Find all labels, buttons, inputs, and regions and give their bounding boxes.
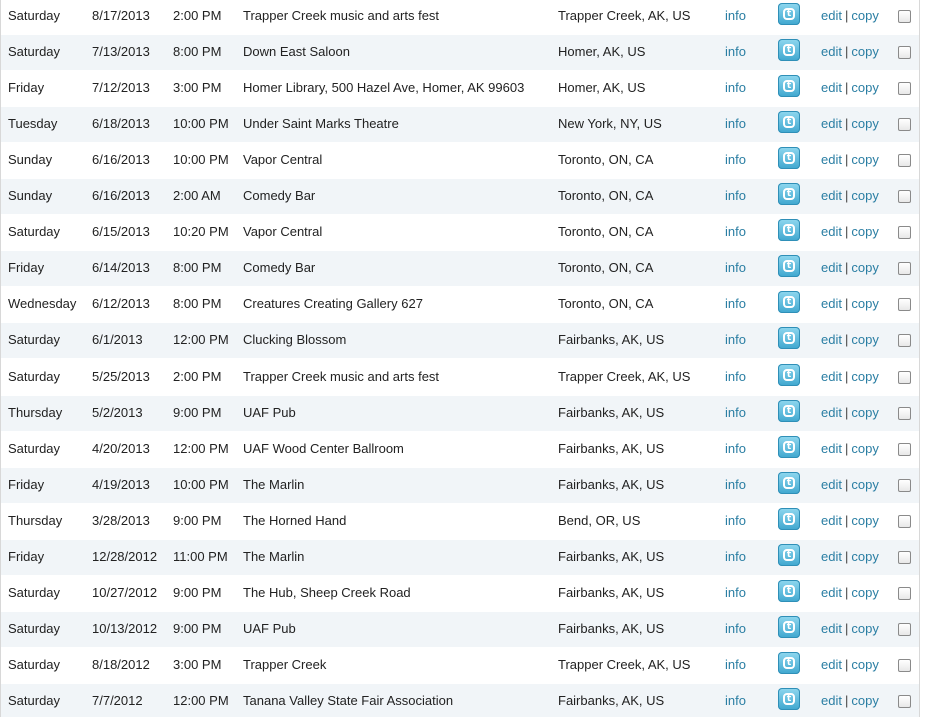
location-cell: Fairbanks, AK, US: [558, 585, 665, 600]
table-row: [1, 323, 919, 359]
venue-cell: The Hub, Sheep Creek Road: [243, 585, 411, 600]
twitter-icon: t: [778, 3, 800, 25]
tweet-button[interactable]: [778, 75, 800, 97]
edit-link[interactable]: edit: [821, 477, 842, 492]
table-row: [1, 360, 919, 396]
location-cell: Bend, OR, US: [558, 513, 641, 528]
tweet-button[interactable]: [778, 3, 800, 25]
edit-link[interactable]: edit: [821, 441, 842, 456]
venue-cell: The Marlin: [243, 549, 305, 564]
row-checkbox[interactable]: [898, 82, 911, 95]
twitter-icon: t: [778, 400, 800, 422]
twitter-icon: t: [778, 652, 800, 674]
tweet-button[interactable]: [778, 544, 800, 566]
time-cell: 8:00 PM: [173, 296, 222, 311]
date-cell: 10/27/2012: [92, 585, 158, 600]
edit-link[interactable]: edit: [821, 80, 842, 95]
time-cell: 11:00 PM: [173, 549, 228, 564]
row-actions: [821, 35, 879, 69]
copy-link[interactable]: copy: [851, 621, 879, 636]
date-cell: 7/7/2012: [92, 693, 143, 708]
date-cell: 4/19/2013: [92, 477, 150, 492]
edit-link[interactable]: edit: [821, 513, 842, 528]
day-cell: Saturday: [8, 44, 61, 59]
edit-link[interactable]: edit: [821, 44, 842, 59]
date-cell: 5/2/2013: [92, 405, 143, 420]
twitter-icon: t: [778, 147, 800, 169]
day-cell: Friday: [8, 260, 45, 275]
info-link[interactable]: info: [725, 585, 746, 600]
separator: |: [844, 224, 849, 239]
tweet-button[interactable]: [778, 580, 800, 602]
copy-link[interactable]: copy: [851, 441, 879, 456]
time-cell: 8:00 PM: [173, 44, 222, 59]
edit-link[interactable]: edit: [821, 405, 842, 420]
row-checkbox[interactable]: [898, 10, 911, 23]
date-cell: 10/13/2012: [92, 621, 158, 636]
separator: |: [844, 296, 849, 311]
venue-cell: Trapper Creek music and arts fest: [243, 8, 440, 23]
copy-link[interactable]: copy: [851, 152, 879, 167]
edit-link[interactable]: edit: [821, 621, 842, 636]
location-cell: Fairbanks, AK, US: [558, 621, 665, 636]
time-cell: 12:00 PM: [173, 693, 229, 708]
row-actions: [821, 251, 879, 285]
tweet-button[interactable]: [778, 255, 800, 277]
venue-cell: Down East Saloon: [243, 44, 350, 59]
row-checkbox[interactable]: [898, 695, 911, 708]
date-cell: 6/16/2013: [92, 152, 150, 167]
info-link[interactable]: info: [725, 188, 746, 203]
twitter-icon: t: [778, 616, 800, 638]
twitter-icon: t: [778, 39, 800, 61]
location-cell: Trapper Creek, AK, US: [558, 657, 691, 672]
copy-link[interactable]: copy: [851, 513, 879, 528]
separator: |: [844, 80, 849, 95]
tweet-button[interactable]: [778, 364, 800, 386]
row-actions: [821, 107, 879, 141]
info-link[interactable]: info: [725, 369, 746, 384]
time-cell: 2:00 PM: [173, 8, 222, 23]
day-cell: Sunday: [8, 152, 53, 167]
row-checkbox[interactable]: [898, 154, 911, 167]
row-checkbox[interactable]: [898, 659, 911, 672]
row-checkbox[interactable]: [898, 118, 911, 131]
tweet-button[interactable]: [778, 39, 800, 61]
location-cell: Trapper Creek, AK, US: [558, 369, 691, 384]
tweet-button[interactable]: [778, 616, 800, 638]
venue-cell: Vapor Central: [243, 224, 323, 239]
day-cell: Saturday: [8, 657, 61, 672]
twitter-icon: t: [778, 291, 800, 313]
venue-cell: UAF Pub: [243, 405, 296, 420]
date-cell: 8/17/2013: [92, 8, 150, 23]
info-link[interactable]: info: [725, 513, 746, 528]
table-row: [1, 504, 919, 540]
separator: |: [844, 188, 849, 203]
info-link[interactable]: info: [725, 224, 746, 239]
info-link[interactable]: info: [725, 693, 746, 708]
separator: |: [844, 116, 849, 131]
info-link[interactable]: info: [725, 549, 746, 564]
day-cell: Saturday: [8, 332, 61, 347]
venue-cell: The Marlin: [243, 477, 305, 492]
edit-link[interactable]: edit: [821, 152, 842, 167]
edit-link[interactable]: edit: [821, 585, 842, 600]
table-row: [1, 287, 919, 323]
table-row: [1, 396, 919, 432]
time-cell: 8:00 PM: [173, 260, 222, 275]
edit-link[interactable]: edit: [821, 188, 842, 203]
venue-cell: UAF Pub: [243, 621, 296, 636]
tweet-button[interactable]: [778, 111, 800, 133]
time-cell: 2:00 AM: [173, 188, 221, 203]
separator: |: [844, 693, 849, 708]
row-actions: [821, 504, 879, 538]
tweet-button[interactable]: [778, 436, 800, 458]
row-actions: [821, 215, 879, 249]
venue-cell: Tanana Valley State Fair Association: [243, 693, 454, 708]
copy-link[interactable]: copy: [851, 224, 879, 239]
copy-link[interactable]: copy: [851, 80, 879, 95]
time-cell: 9:00 PM: [173, 405, 222, 420]
twitter-icon: t: [778, 508, 800, 530]
copy-link[interactable]: copy: [851, 405, 879, 420]
day-cell: Thursday: [8, 405, 63, 420]
twitter-icon: t: [778, 255, 800, 277]
tweet-button[interactable]: [778, 291, 800, 313]
day-cell: Friday: [8, 549, 45, 564]
copy-link[interactable]: copy: [851, 369, 879, 384]
separator: |: [844, 549, 849, 564]
day-cell: Sunday: [8, 188, 53, 203]
edit-link[interactable]: edit: [821, 369, 842, 384]
copy-link[interactable]: copy: [851, 549, 879, 564]
table-row: [1, 576, 919, 612]
date-cell: 6/15/2013: [92, 224, 150, 239]
info-link[interactable]: info: [725, 80, 746, 95]
row-actions: [821, 143, 879, 177]
separator: |: [844, 513, 849, 528]
copy-link[interactable]: copy: [851, 116, 879, 131]
time-cell: 10:00 PM: [173, 116, 229, 131]
venue-cell: Creatures Creating Gallery 627: [243, 296, 423, 311]
date-cell: 6/18/2013: [92, 116, 150, 131]
date-cell: 7/12/2013: [92, 80, 150, 95]
copy-link[interactable]: copy: [851, 585, 879, 600]
tweet-button[interactable]: [778, 327, 800, 349]
copy-link[interactable]: copy: [851, 188, 879, 203]
date-cell: 3/28/2013: [92, 513, 150, 528]
day-cell: Saturday: [8, 369, 61, 384]
venue-cell: Under Saint Marks Theatre: [243, 116, 399, 131]
copy-link[interactable]: copy: [851, 477, 879, 492]
twitter-icon: t: [778, 219, 800, 241]
date-cell: 8/18/2012: [92, 657, 150, 672]
table-row: [1, 0, 919, 35]
tweet-button[interactable]: [778, 147, 800, 169]
tweet-button[interactable]: [778, 400, 800, 422]
location-cell: Fairbanks, AK, US: [558, 405, 665, 420]
date-cell: 6/16/2013: [92, 188, 150, 203]
tweet-button[interactable]: [778, 472, 800, 494]
copy-link[interactable]: copy: [851, 8, 879, 23]
venue-cell: Comedy Bar: [243, 188, 316, 203]
twitter-icon: t: [778, 183, 800, 205]
date-cell: 4/20/2013: [92, 441, 150, 456]
separator: |: [844, 585, 849, 600]
date-cell: 5/25/2013: [92, 369, 150, 384]
row-actions: [821, 576, 879, 610]
venue-cell: UAF Wood Center Ballroom: [243, 441, 404, 456]
venue-cell: Homer Library, 500 Hazel Ave, Homer, AK 99603: [243, 80, 525, 95]
row-actions: [821, 648, 879, 682]
row-actions: [821, 612, 879, 646]
row-actions: [821, 468, 879, 502]
separator: |: [844, 657, 849, 672]
location-cell: Toronto, ON, CA: [558, 224, 654, 239]
info-link[interactable]: info: [725, 116, 746, 131]
edit-link[interactable]: edit: [821, 693, 842, 708]
info-link[interactable]: info: [725, 405, 746, 420]
copy-link[interactable]: copy: [851, 332, 879, 347]
info-link[interactable]: info: [725, 260, 746, 275]
row-checkbox[interactable]: [898, 226, 911, 239]
day-cell: Saturday: [8, 585, 61, 600]
time-cell: 3:00 PM: [173, 657, 222, 672]
date-cell: 6/1/2013: [92, 332, 143, 347]
venue-cell: Clucking Blossom: [243, 332, 347, 347]
tweet-button[interactable]: [778, 688, 800, 710]
copy-link[interactable]: copy: [851, 693, 879, 708]
day-cell: Saturday: [8, 441, 61, 456]
info-link[interactable]: info: [725, 657, 746, 672]
row-checkbox[interactable]: [898, 371, 911, 384]
twitter-icon: t: [778, 580, 800, 602]
row-checkbox[interactable]: [898, 623, 911, 636]
row-actions: [821, 396, 879, 430]
time-cell: 9:00 PM: [173, 513, 222, 528]
edit-link[interactable]: edit: [821, 296, 842, 311]
row-actions: [821, 540, 879, 574]
separator: |: [844, 260, 849, 275]
info-link[interactable]: info: [725, 296, 746, 311]
table-row: [1, 432, 919, 468]
info-link[interactable]: info: [725, 441, 746, 456]
copy-link[interactable]: copy: [851, 296, 879, 311]
table-row: [1, 179, 919, 215]
time-cell: 12:00 PM: [173, 332, 229, 347]
row-actions: [821, 360, 879, 394]
tweet-button[interactable]: [778, 183, 800, 205]
row-actions: [821, 432, 879, 466]
separator: |: [844, 332, 849, 347]
row-checkbox[interactable]: [898, 443, 911, 456]
day-cell: Wednesday: [8, 296, 77, 311]
row-actions: [821, 684, 879, 717]
edit-link[interactable]: edit: [821, 224, 842, 239]
location-cell: Fairbanks, AK, US: [558, 477, 665, 492]
table-row: [1, 684, 919, 717]
separator: |: [844, 44, 849, 59]
twitter-icon: t: [778, 436, 800, 458]
date-cell: 7/13/2013: [92, 44, 150, 59]
info-link[interactable]: info: [725, 477, 746, 492]
copy-link[interactable]: copy: [851, 260, 879, 275]
time-cell: 9:00 PM: [173, 621, 222, 636]
time-cell: 10:00 PM: [173, 152, 229, 167]
location-cell: Toronto, ON, CA: [558, 152, 654, 167]
date-cell: 12/28/2012: [92, 549, 158, 564]
venue-cell: Vapor Central: [243, 152, 323, 167]
row-actions: [821, 179, 879, 213]
separator: |: [844, 477, 849, 492]
day-cell: Saturday: [8, 224, 61, 239]
twitter-icon: t: [778, 544, 800, 566]
time-cell: 9:00 PM: [173, 585, 222, 600]
tweet-button[interactable]: [778, 219, 800, 241]
separator: |: [844, 8, 849, 23]
row-checkbox[interactable]: [898, 515, 911, 528]
edit-link[interactable]: edit: [821, 116, 842, 131]
location-cell: Fairbanks, AK, US: [558, 549, 665, 564]
row-actions: [821, 71, 879, 105]
edit-link[interactable]: edit: [821, 260, 842, 275]
twitter-icon: t: [778, 472, 800, 494]
twitter-icon: t: [778, 364, 800, 386]
time-cell: 3:00 PM: [173, 80, 222, 95]
day-cell: Tuesday: [8, 116, 58, 131]
location-cell: Fairbanks, AK, US: [558, 332, 665, 347]
time-cell: 12:00 PM: [173, 441, 229, 456]
location-cell: Fairbanks, AK, US: [558, 693, 665, 708]
twitter-icon: t: [778, 688, 800, 710]
row-actions: [821, 0, 879, 33]
location-cell: Toronto, ON, CA: [558, 296, 654, 311]
location-cell: Homer, AK, US: [558, 80, 646, 95]
location-cell: Trapper Creek, AK, US: [558, 8, 691, 23]
row-actions: [821, 323, 879, 357]
table-row: [1, 612, 919, 648]
row-checkbox[interactable]: [898, 334, 911, 347]
separator: |: [844, 405, 849, 420]
time-cell: 10:00 PM: [173, 477, 229, 492]
table-row: [1, 215, 919, 251]
day-cell: Saturday: [8, 693, 61, 708]
twitter-icon: t: [778, 75, 800, 97]
table-row: [1, 107, 919, 143]
info-link[interactable]: info: [725, 8, 746, 23]
venue-cell: Trapper Creek music and arts fest: [243, 369, 440, 384]
separator: |: [844, 152, 849, 167]
info-link[interactable]: info: [725, 332, 746, 347]
edit-link[interactable]: edit: [821, 657, 842, 672]
table-row: [1, 143, 919, 179]
table-row: [1, 251, 919, 287]
edit-link[interactable]: edit: [821, 8, 842, 23]
twitter-icon: t: [778, 111, 800, 133]
row-checkbox[interactable]: [898, 479, 911, 492]
row-checkbox[interactable]: [898, 298, 911, 311]
tweet-button[interactable]: [778, 508, 800, 530]
day-cell: Friday: [8, 80, 45, 95]
date-cell: 6/12/2013: [92, 296, 150, 311]
date-cell: 6/14/2013: [92, 260, 150, 275]
twitter-icon: t: [778, 327, 800, 349]
row-checkbox[interactable]: [898, 587, 911, 600]
venue-cell: The Horned Hand: [243, 513, 347, 528]
row-actions: [821, 287, 879, 321]
table-row: [1, 35, 919, 71]
info-link[interactable]: info: [725, 621, 746, 636]
separator: |: [844, 441, 849, 456]
info-link[interactable]: info: [725, 152, 746, 167]
row-checkbox[interactable]: [898, 551, 911, 564]
row-checkbox[interactable]: [898, 46, 911, 59]
table-row: [1, 71, 919, 107]
separator: |: [844, 621, 849, 636]
table-row: [1, 648, 919, 684]
location-cell: Toronto, ON, CA: [558, 260, 654, 275]
row-checkbox[interactable]: [898, 262, 911, 275]
table-row: [1, 468, 919, 504]
day-cell: Friday: [8, 477, 45, 492]
edit-link[interactable]: edit: [821, 332, 842, 347]
venue-cell: Trapper Creek: [243, 657, 327, 672]
row-checkbox[interactable]: [898, 407, 911, 420]
time-cell: 2:00 PM: [173, 369, 222, 384]
tweet-button[interactable]: [778, 652, 800, 674]
info-link[interactable]: info: [725, 44, 746, 59]
location-cell: New York, NY, US: [558, 116, 662, 131]
separator: |: [844, 369, 849, 384]
location-cell: Toronto, ON, CA: [558, 188, 654, 203]
copy-link[interactable]: copy: [851, 44, 879, 59]
row-checkbox[interactable]: [898, 190, 911, 203]
table-row: [1, 540, 919, 576]
venue-cell: Comedy Bar: [243, 260, 316, 275]
edit-link[interactable]: edit: [821, 549, 842, 564]
day-cell: Thursday: [8, 513, 63, 528]
day-cell: Saturday: [8, 621, 61, 636]
location-cell: Fairbanks, AK, US: [558, 441, 665, 456]
day-cell: Saturday: [8, 8, 61, 23]
location-cell: Homer, AK, US: [558, 44, 646, 59]
time-cell: 10:20 PM: [173, 224, 229, 239]
copy-link[interactable]: copy: [851, 657, 879, 672]
